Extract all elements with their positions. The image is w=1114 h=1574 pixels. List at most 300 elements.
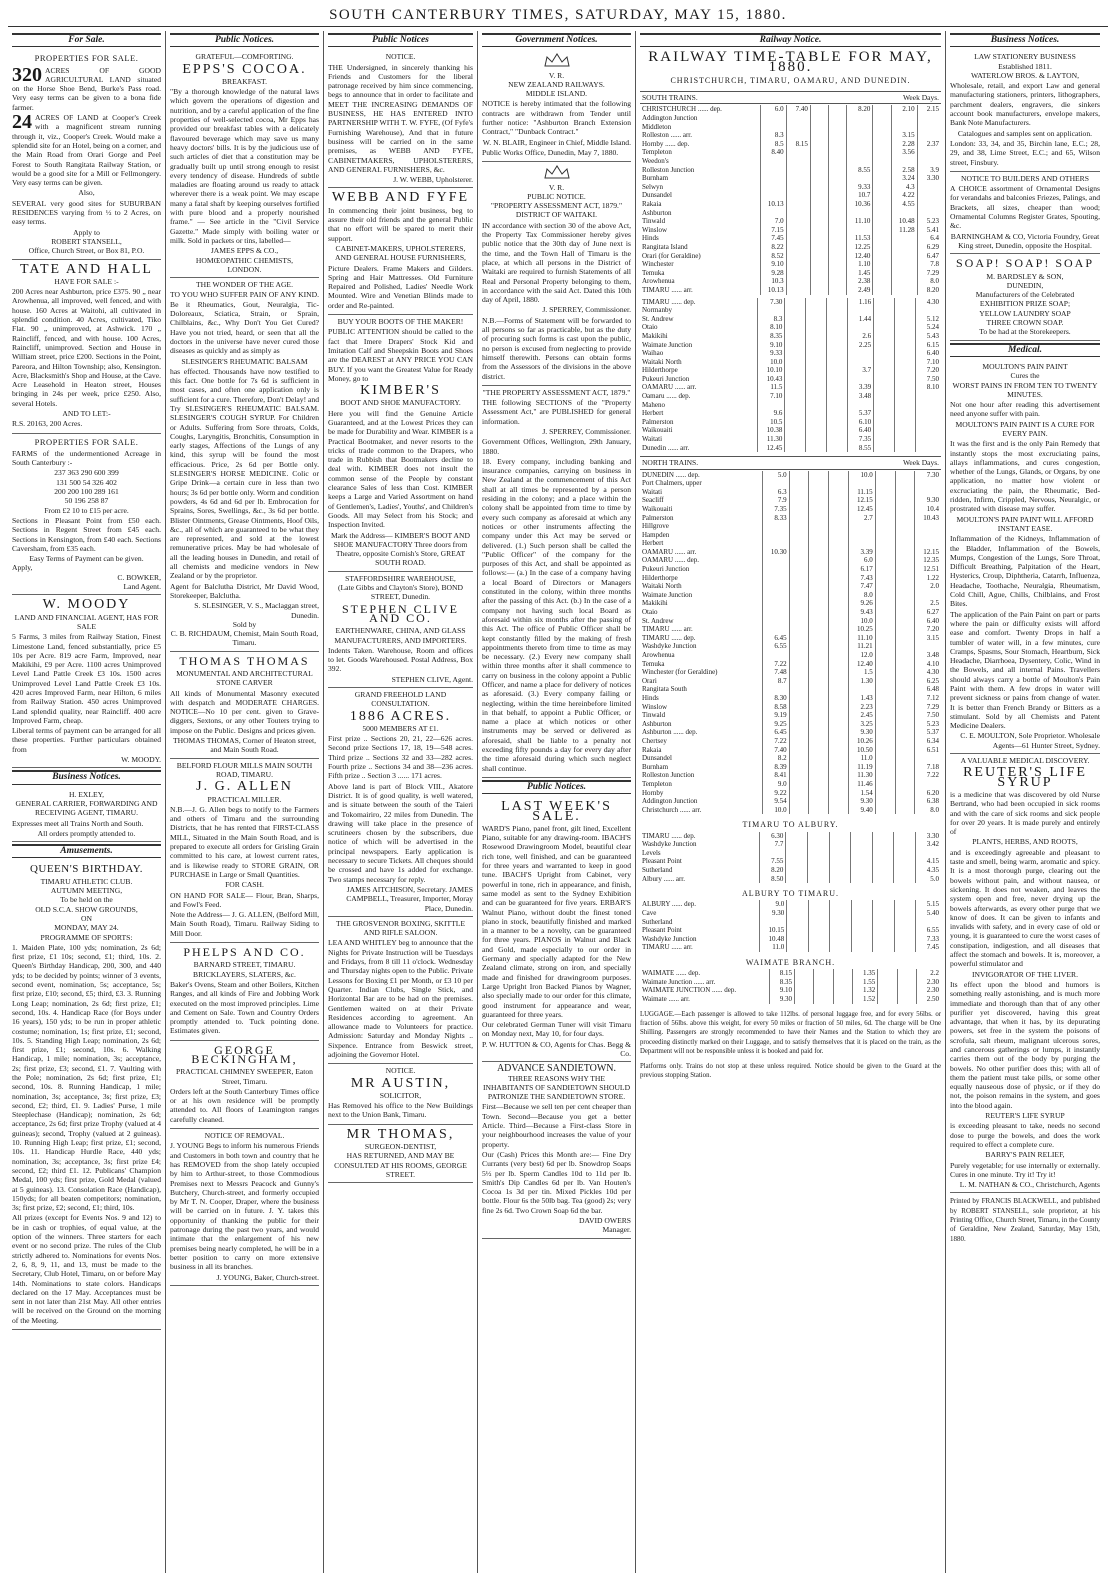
departure-time: 12.51 xyxy=(915,565,941,574)
departure-time: 2.2 xyxy=(917,969,941,978)
ad-subtitle: BREAKFAST. xyxy=(221,76,268,86)
departure-time xyxy=(894,909,915,918)
station-name: Oamaru ...... dep. xyxy=(642,392,691,401)
departure-time: 1.55 xyxy=(853,978,878,987)
departure-time: 10.36 xyxy=(847,200,873,209)
timetable-row xyxy=(640,298,941,307)
departure-time xyxy=(786,209,810,218)
departure-time xyxy=(789,703,809,712)
departure-time xyxy=(873,183,891,192)
station-name: Winchester xyxy=(642,260,674,269)
timetable-row xyxy=(640,174,941,183)
ad-signature: ROBERT STANSELL, xyxy=(51,236,122,246)
departure-time xyxy=(891,286,917,295)
departure-time xyxy=(806,392,827,401)
departure-time xyxy=(891,157,917,166)
departure-time: 5.0 xyxy=(763,471,790,480)
departure-time: 7.22 xyxy=(763,737,790,746)
timetable-row xyxy=(640,392,941,401)
departure-time: 8.0 xyxy=(915,806,941,815)
departure-time xyxy=(810,260,828,269)
departure-time xyxy=(874,298,895,307)
departure-time xyxy=(915,780,941,789)
departure-time xyxy=(786,243,810,252)
departure-time xyxy=(895,651,915,660)
departure-time: 7.55 xyxy=(760,857,786,866)
departure-time xyxy=(875,685,895,694)
timetable-row xyxy=(640,875,941,884)
ad-subtitle: SOLICITOR, xyxy=(379,1090,422,1100)
departure-time xyxy=(785,418,806,427)
departure-time xyxy=(875,548,895,557)
station-name: Albury ...... arr. xyxy=(642,874,685,883)
departure-time xyxy=(875,496,895,505)
station-name: Pleasant Point xyxy=(642,926,682,935)
timetable-row xyxy=(640,286,941,295)
departure-time xyxy=(809,548,829,557)
departure-time xyxy=(806,366,827,375)
departure-time xyxy=(808,900,829,909)
departure-time xyxy=(786,157,810,166)
departure-time: 6.3 xyxy=(763,488,790,497)
departure-time xyxy=(829,209,847,218)
timetable-row xyxy=(640,703,941,712)
station-name: Selwyn xyxy=(642,182,663,191)
departure-time xyxy=(785,366,806,375)
timetable-row xyxy=(640,582,941,591)
station-name: Herbert xyxy=(642,409,664,418)
departure-time xyxy=(809,728,829,737)
ad-body: All kinds of Monumental Masonry executed with despatch and MODERATE CHARGES. NOTICE—No 10 per cent. given to Grave-diggers, Sextons, or any other Touters trying to impose on the Public. Designs and prices given. xyxy=(170,688,319,735)
departure-time xyxy=(789,496,809,505)
departure-time xyxy=(874,418,895,427)
departure-time xyxy=(829,226,847,235)
departure-time: 5.41 xyxy=(917,226,941,235)
departure-time xyxy=(810,131,828,140)
departure-time xyxy=(874,315,895,324)
ad-body: SEVERAL very good sites for SUBURBAN RESIDENCES varying from ½ to 2 Acres, on easy terms. xyxy=(12,198,161,227)
departure-time xyxy=(809,677,829,686)
departure-time: 9.33 xyxy=(847,183,873,192)
departure-time xyxy=(895,409,916,418)
departure-time xyxy=(915,522,941,531)
timetable-row xyxy=(640,840,941,849)
departure-time: 6.38 xyxy=(915,797,941,806)
departure-time xyxy=(873,943,894,952)
ad-body: Expresses meet all Trains North and South. xyxy=(12,818,144,828)
timetable-row xyxy=(640,409,941,418)
departure-time xyxy=(830,918,851,927)
departure-time: 1.52 xyxy=(853,995,878,1004)
departure-time: 3.15 xyxy=(891,131,917,140)
departure-time xyxy=(897,969,916,978)
departure-time xyxy=(763,685,790,694)
departure-time xyxy=(833,969,852,978)
departure-time: 6.47 xyxy=(917,252,941,261)
departure-time: 11.0 xyxy=(849,754,876,763)
departure-time: 6.0 xyxy=(849,556,876,565)
ad-body: Wholesale, retail, and export Law and general manufacturing stationers, printers, lithographers, parchment dealers, engravers, die sinkers account book manufacturers, envelope makers, Bank Note Manufacturers. xyxy=(950,81,1100,128)
departure-time xyxy=(894,935,915,944)
departure-time: 6.51 xyxy=(915,746,941,755)
departure-time xyxy=(789,608,809,617)
ad-subtitle: PLANTS, HERBS, AND ROOTS, xyxy=(972,837,1078,847)
departure-time xyxy=(809,651,829,660)
departure-time: 12.25 xyxy=(847,243,873,252)
timetable-row xyxy=(640,531,941,540)
ad-body: First—Because we sell ten per cent cheaper than Town. Second—Because you get a better Article. Third—Because a First-class Store in your neighbourhood increases the value of your property. xyxy=(482,1102,631,1149)
timetable-row xyxy=(640,789,941,798)
columns xyxy=(8,31,1108,1573)
station-name: Otaio xyxy=(642,608,658,617)
departure-time xyxy=(895,677,915,686)
departure-time: 9.6 xyxy=(758,409,785,418)
departure-time xyxy=(891,243,917,252)
departure-time: 5.37 xyxy=(915,728,941,737)
departure-time xyxy=(827,418,848,427)
departure-time xyxy=(829,771,849,780)
departure-time xyxy=(827,401,848,410)
departure-time xyxy=(827,315,848,324)
station-name: Waihao xyxy=(642,349,664,358)
departure-time xyxy=(895,754,915,763)
timetable-row xyxy=(640,252,941,261)
ad-subtitle: SURGEON-DENTIST, xyxy=(364,1142,437,1152)
departure-time: 7.50 xyxy=(916,375,941,384)
station-name: Waitaki North xyxy=(642,582,682,591)
departure-time xyxy=(875,642,895,651)
departure-time xyxy=(789,582,809,591)
timetable-row xyxy=(640,183,941,192)
departure-time xyxy=(851,900,872,909)
departure-time xyxy=(847,174,873,183)
departure-time xyxy=(895,617,915,626)
departure-time xyxy=(895,642,915,651)
timetable-row xyxy=(640,634,941,643)
timetable-row xyxy=(640,556,941,565)
station-name: Sutherland xyxy=(642,865,673,874)
ad-address: Office, Church Street, or Box 81, P.O. xyxy=(28,246,145,256)
ad-body: Picture Dealers. Frame Makers and Gilders. Spring and Hair Mattresses. Old Furniture Repaired and Polished, Ladies' Needle Work Mounted. Wire and Venetian Blinds made to order and Re-painted. xyxy=(328,263,473,310)
departure-time xyxy=(848,401,874,410)
departure-time xyxy=(895,418,916,427)
departure-time: 10.4 xyxy=(915,505,941,514)
ad-subtitle: YELLOW LAUNDRY SOAP xyxy=(979,308,1071,318)
ad-subtitle: GRATEFUL—COMFORTING. xyxy=(195,52,294,62)
departure-time xyxy=(851,849,873,858)
departure-time xyxy=(809,505,829,514)
departure-time xyxy=(760,114,786,123)
departure-time xyxy=(786,260,810,269)
departure-time: 7.50 xyxy=(915,711,941,720)
ad-title: NOTICE. xyxy=(385,1066,416,1076)
ad-body: 200 Acres near Ashburton, price £375. 90 „ near Arowhenua, all improved, well fenced, and with house. 160 Acres at Waitohi, all cultivated in splendid condition. 40 Acres, cultivated, Tiko Flat. 90 „ unimproved, at Ashwick. 170 „ Raincliff, fenced, and with house. 100 Acres, Raincliff, unimproved. Section and House in William street, price £200. Sections in the Point, Pareora, and Hilton Township; also, Kensington. Acre, Blacksmith's Shop and House, at the Cave. Acre Leasehold in Heaton street, Houses bringing in 24s per week, price £250. Also, several Hotels. xyxy=(12,287,161,408)
departure-time: 8.55 xyxy=(847,166,873,175)
timetable-row xyxy=(640,720,941,729)
station-name: Burnham xyxy=(642,174,669,183)
ad-text: Easy Terms of Payment can be given. xyxy=(29,554,144,564)
timetable-row xyxy=(640,209,941,218)
departure-time xyxy=(875,556,895,565)
departure-time: 7.7 xyxy=(760,840,786,849)
departure-time: 10.3 xyxy=(760,277,786,286)
departure-time: 9.22 xyxy=(763,789,790,798)
departure-time xyxy=(894,866,916,875)
departure-time xyxy=(894,832,916,841)
departure-time xyxy=(829,728,849,737)
ad-role: Land Agent. xyxy=(123,582,161,592)
departure-time xyxy=(786,114,810,123)
departure-time xyxy=(895,728,915,737)
departure-time xyxy=(809,754,829,763)
departure-time xyxy=(785,409,806,418)
departure-time: 8.40 xyxy=(760,148,786,157)
departure-time xyxy=(872,849,894,858)
section-header: Medical. xyxy=(950,343,1100,357)
ad-title: ADVANCE SANDIETOWN. xyxy=(496,1063,617,1075)
ad-title: TATE AND HALL xyxy=(20,261,153,277)
departure-time: 9.30 xyxy=(849,797,876,806)
departure-time xyxy=(917,123,941,132)
ad-body: THE following SECTIONS of the "Property Assessment Act," are PUBLISHED for general information. xyxy=(482,398,631,426)
departure-time: 6.40 xyxy=(848,426,874,435)
ad-signature: BARNINGHAM & CO, Victoria Foundry, Great King street, Dunedin, opposite the Hospital. xyxy=(950,231,1100,250)
departure-time xyxy=(874,349,895,358)
station-name: CHRISTCHURCH ...... dep. xyxy=(642,105,722,114)
advert-slesinger xyxy=(170,278,319,652)
departure-time xyxy=(873,900,894,909)
ad-body: Above land is part of Block VIII., Akatore District. It is of good quality, is well watered, and is situate between the south of the Taieri and Tokomairiro, 22 miles from Dunedin. The drawing will take place in the presence of scrutineers chosen by the subscribers, due notice of which will be advertised in the principal newspapers. Early application is necessary to secure Tickets. All cheques should be crossed and have 1s added for exchange. Two stamps necessary for reply. xyxy=(328,781,473,884)
station-name: TIMARU ...... dep. xyxy=(642,831,696,840)
departure-time xyxy=(809,582,829,591)
departure-time xyxy=(787,909,808,918)
departure-time: 7.20 xyxy=(916,366,941,375)
departure-time xyxy=(810,200,828,209)
ad-body: Liberal terms of payment can be arranged for all these properties. Further particulars obtained from xyxy=(12,726,161,754)
timetable-row xyxy=(640,243,941,252)
departure-time xyxy=(829,140,847,149)
ad-signature: W. MOODY. xyxy=(121,755,161,765)
departure-time xyxy=(758,401,785,410)
advert-grosvenor xyxy=(328,917,473,1064)
ad-role: Manager. xyxy=(602,1225,631,1235)
departure-time xyxy=(809,780,829,789)
ad-subtitle: WORST PAINS IN FROM TEN TO TWENTY MINUTES. xyxy=(952,380,1098,399)
ad-body: Our (Cash) Prices this Month are:— Fine Dry Currants (very best) 6d per lb. Snowdrop Soaps 5½ per lb. Sperm Candles 10d to 11d per lb. Smith's Dip Candles 6d per lb. Van Houten's Cocoa 1s 3d per tin. Mixed Pickles 10d per bottle. Flour 6s the 50lb bag. Tea (good) 2s; very fine 2s 6d. Two Crown Soap 6d the bar. xyxy=(482,1149,631,1215)
ad-title: NOTICE TO BUILDERS AND OTHERS xyxy=(961,173,1089,183)
ad-body: ACRES OF GOOD AGRICULTURAL LAND situated on the Horse Shoe Bend, Burke's Pass road. Very easy terms can be given to a bona fide farmer. xyxy=(12,65,161,112)
ad-body: 18. Every company, including banking and insurance companies, carrying on business in New Zealand at the commencement of this Act shall at all times be represented by a person residing in the colony; and a place within the colony shall be appointed from time to time by every such company as aforesaid at which any notices or other instruments affecting the company under this Act may be served or delivered. (1.) Such person shall be called the "Public Officer" of the company for the purposes of this Act, and shall be appointed as follows:— (a.) In the case of a company having a local Board of Directors or Managers constituted in the colony, within three months after the passing of this Act. (b.) In the case of a company not having such local Board as aforesaid within six months after the passing of this Act. The office of Public Officer shall be kept constantly filled by the making of fresh appointments thereto from time to time as may be necessary. (2.) Every new company shall within three months after it shall commence to carry on business in the colony appoint a Public Officer, and name a place for delivery of notices as aforesaid. (3.) Every company failing or neglecting, within the time hereinbefore limited in that behalf, to appoint a Public Officer, or name a place at which notices or other instruments may be served or delivered as aforesaid, shall be liable to a penalty not exceeding fifty pounds a day for every day after the time aforesaid during which such neglect shall continue. xyxy=(482,456,631,773)
departure-time xyxy=(827,392,848,401)
departure-time xyxy=(809,634,829,643)
departure-time: 1.16 xyxy=(848,298,874,307)
departure-time: 4.10 xyxy=(915,660,941,669)
departure-time xyxy=(895,582,915,591)
departure-time xyxy=(875,522,895,531)
departure-time xyxy=(789,522,809,531)
ad-body: ON HAND FOR SALE— Flour, Bran, Sharps, and Fowl's Feed. xyxy=(170,890,319,909)
departure-time xyxy=(763,574,790,583)
departure-time xyxy=(895,522,915,531)
station-name: Temuka xyxy=(642,268,665,277)
section-header: Amusements. xyxy=(12,844,161,858)
ad-signature: DAVID OWERS xyxy=(579,1216,631,1226)
departure-time xyxy=(829,866,851,875)
departure-time xyxy=(849,531,876,540)
departure-time xyxy=(873,243,891,252)
departure-time xyxy=(789,574,809,583)
departure-time xyxy=(875,677,895,686)
station-name: Tinwald xyxy=(642,711,666,720)
departure-time: 7.22 xyxy=(915,771,941,780)
departure-time: 5.15 xyxy=(916,900,941,909)
departure-time: 5.0 xyxy=(915,875,941,884)
departure-time xyxy=(829,191,847,200)
ad-subtitle: SLESINGER'S RHEUMATIC BALSAM xyxy=(181,356,308,366)
departure-time xyxy=(895,720,915,729)
station-name: Washdyke Junction xyxy=(642,840,697,849)
timetable-south xyxy=(640,105,941,294)
station-name: Hornby ...... dep. xyxy=(642,139,690,148)
notice-railways xyxy=(482,50,631,162)
departure-time xyxy=(760,174,786,183)
departure-time xyxy=(789,539,809,548)
departure-time xyxy=(829,857,851,866)
departure-time: 1.30 xyxy=(849,677,876,686)
ad-address: London: 33, 34, and 35, Birchin lane, E.C.; 28, 29, and 38, Lime Street, E.C.; and 65, Wilson street, Finsbury. xyxy=(950,138,1100,167)
departure-time: 9.0 xyxy=(759,900,786,909)
ad-title: REUTER'S LIFE SYRUP xyxy=(963,765,1087,790)
station-name: Middleton xyxy=(642,122,672,131)
departure-time: 9.26 xyxy=(849,599,876,608)
departure-time xyxy=(789,728,809,737)
timetable-row xyxy=(640,488,941,497)
departure-time xyxy=(851,866,873,875)
departure-time xyxy=(847,157,873,166)
departure-time xyxy=(809,617,829,626)
departure-time xyxy=(847,209,873,218)
departure-time xyxy=(829,131,847,140)
departure-time xyxy=(916,401,941,410)
departure-time xyxy=(875,539,895,548)
timetable-timaru xyxy=(640,900,941,952)
ad-title: NOTICE OF REMOVAL. xyxy=(204,1131,285,1141)
departure-time xyxy=(895,298,916,307)
ad-title: GEORGE BECKINGHAM, xyxy=(191,1042,298,1066)
departure-time xyxy=(851,840,873,849)
departure-time: 9.43 xyxy=(849,608,876,617)
departure-time xyxy=(895,358,916,367)
departure-time xyxy=(785,298,806,307)
departure-time xyxy=(789,685,809,694)
station-name: OAMARU ...... arr. xyxy=(642,383,697,392)
departure-time: 8.7 xyxy=(763,677,790,686)
departure-time xyxy=(829,522,849,531)
timetable-row xyxy=(640,754,941,763)
departure-time xyxy=(895,531,915,540)
departure-time xyxy=(872,857,894,866)
departure-time xyxy=(814,978,833,987)
departure-time xyxy=(809,720,829,729)
timetable-row xyxy=(640,332,941,341)
departure-time xyxy=(795,969,814,978)
departure-time xyxy=(789,479,809,488)
departure-time xyxy=(874,392,895,401)
ad-subtitle: EARTHENWARE, CHINA, AND GLASS MANUFACTURERS, AND IMPORTERS. xyxy=(334,626,467,645)
departure-time xyxy=(786,174,810,183)
departure-time xyxy=(851,909,872,918)
departure-time: 8.2 xyxy=(763,754,790,763)
timetable-row xyxy=(640,277,941,286)
station-name: Winslow xyxy=(642,702,667,711)
departure-time xyxy=(810,105,828,114)
departure-time xyxy=(759,918,786,927)
departure-time xyxy=(829,269,847,278)
departure-time xyxy=(827,323,848,332)
departure-time xyxy=(814,969,833,978)
section-header: Public Notices xyxy=(328,33,473,47)
departure-time xyxy=(829,496,849,505)
ad-title: NEW ZEALAND RAILWAYS. xyxy=(508,79,605,89)
departure-time: 3.15 xyxy=(915,634,941,643)
station-name: TIMARU ...... arr. xyxy=(642,285,693,294)
advert-barningham xyxy=(950,172,1100,254)
departure-time xyxy=(787,935,808,944)
departure-time: 2.10 xyxy=(891,105,917,114)
ad-subtitle: MONUMENTAL AND ARCHITECTURAL STONE CARVER xyxy=(176,669,313,688)
departure-time xyxy=(785,341,806,350)
timetable-title: RAILWAY TIME-TABLE FOR MAY, 1880. xyxy=(648,49,933,75)
station-name: Ashburton ...... dep. xyxy=(642,728,698,737)
timetable-row xyxy=(640,806,941,815)
departure-time xyxy=(809,488,829,497)
ad-signature: W. N. BLAIR, Engineer in Chief, Middle Island. xyxy=(482,137,631,147)
ad-subtitle: BOOT AND SHOE MANUFACTORY. xyxy=(340,398,461,408)
timetable-row xyxy=(640,191,941,200)
departure-time: 11.28 xyxy=(891,226,917,235)
departure-time xyxy=(894,900,915,909)
departure-time xyxy=(875,488,895,497)
departure-time xyxy=(829,114,847,123)
departure-time xyxy=(847,114,873,123)
ad-subtitle: V. R. xyxy=(548,182,565,192)
departure-time xyxy=(808,918,829,927)
departure-time xyxy=(874,358,895,367)
departure-time xyxy=(809,625,829,634)
departure-time xyxy=(851,926,872,935)
ad-subtitle: THREE REASONS WHY THE INHABITANTS OF SANDIETOWN SHOULD PATRONIZE THE SANDIETOWN STORE. xyxy=(482,1073,631,1102)
section-header: Business Notices. xyxy=(12,770,161,784)
departure-time xyxy=(847,148,873,157)
departure-time xyxy=(848,349,874,358)
departure-time xyxy=(827,341,848,350)
departure-time xyxy=(895,505,915,514)
departure-time xyxy=(875,754,895,763)
departure-time xyxy=(891,269,917,278)
departure-time xyxy=(917,157,941,166)
departure-time xyxy=(830,900,851,909)
departure-time xyxy=(810,140,828,149)
departure-time xyxy=(810,166,828,175)
departure-time xyxy=(787,918,808,927)
departure-time: 6.0 xyxy=(760,105,786,114)
departure-time: 12.45 xyxy=(849,505,876,514)
timetable-row xyxy=(640,426,941,435)
timetable-row xyxy=(640,978,941,987)
departure-time xyxy=(897,995,916,1004)
ad-body: is a medicine that was discovered by old Nurse Bertrand, who had been occupied in sick rooms and with the care of sick rooms and sick people for over 20 years. It is made purely and entirely of xyxy=(950,789,1100,837)
departure-time xyxy=(916,418,941,427)
